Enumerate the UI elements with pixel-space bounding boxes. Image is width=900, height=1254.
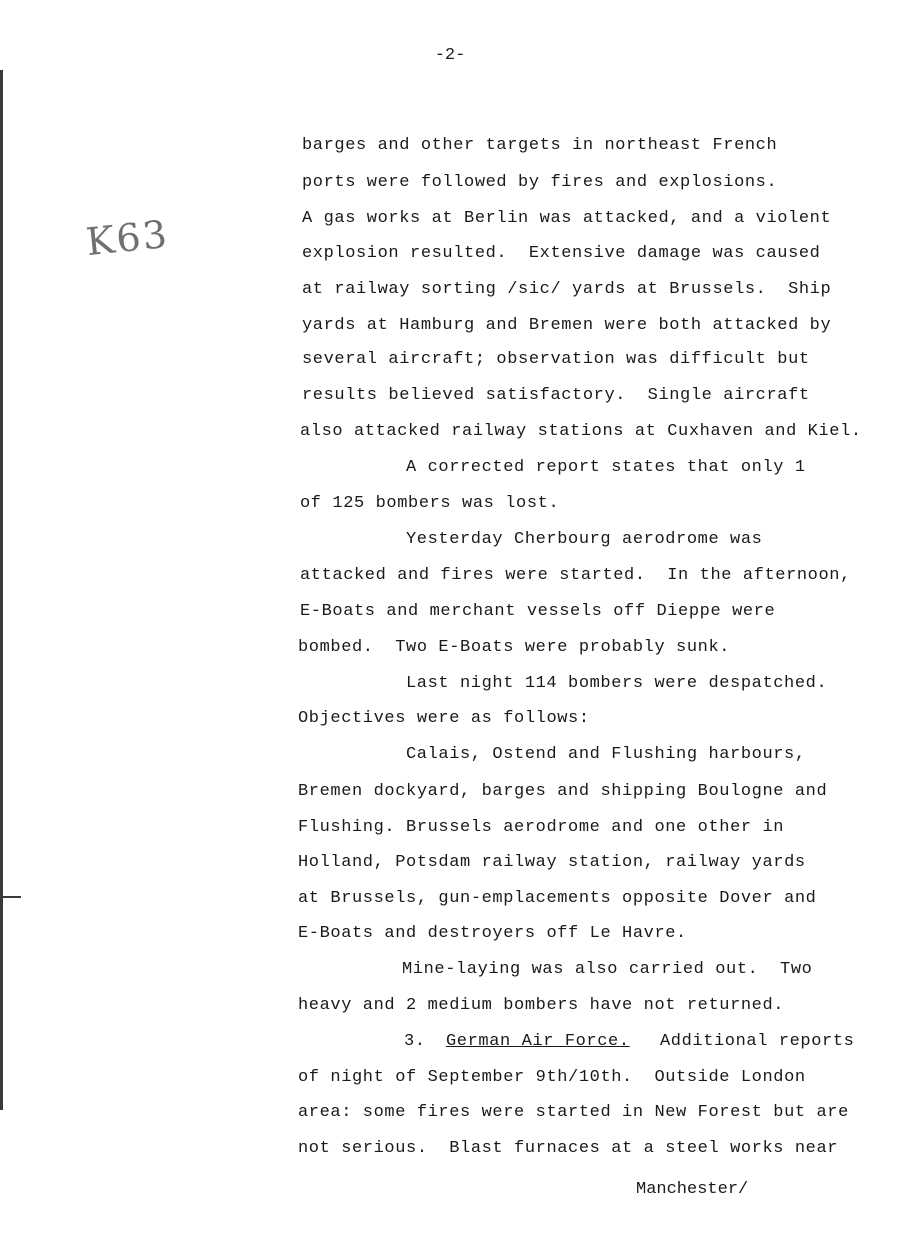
text-line: not serious. Blast furnaces at a steel works near bbox=[298, 1139, 839, 1158]
text-line: Bremen dockyard, barges and shipping Boulogne and bbox=[298, 782, 828, 801]
page-edge-tick bbox=[3, 896, 21, 898]
text-line: heavy and 2 medium bombers have not returned. bbox=[298, 996, 785, 1015]
text-line: explosion resulted. Extensive damage was caused bbox=[302, 244, 821, 263]
text-line: Mine-laying was also carried out. Two bbox=[402, 960, 813, 979]
page-number: -2- bbox=[434, 46, 466, 65]
text-line: E-Boats and destroyers off Le Havre. bbox=[298, 924, 687, 943]
text-line: Calais, Ostend and Flushing harbours, bbox=[406, 745, 806, 764]
text-line: Flushing. Brussels aerodrome and one other in bbox=[298, 818, 785, 837]
text-line: barges and other targets in northeast French bbox=[302, 136, 778, 155]
text-line: also attacked railway stations at Cuxhaven and Kiel. bbox=[300, 422, 862, 441]
text-line: E-Boats and merchant vessels off Dieppe were bbox=[300, 602, 776, 621]
text-line: Holland, Potsdam railway station, railway yards bbox=[298, 853, 806, 872]
page-edge-line bbox=[0, 70, 3, 1110]
text-line: A gas works at Berlin was attacked, and a violent bbox=[302, 209, 832, 228]
text-line: at Brussels, gun-emplacements opposite Dover and bbox=[298, 889, 817, 908]
text-line: yards at Hamburg and Bremen were both attacked by bbox=[302, 316, 832, 335]
catchword: Manchester/ bbox=[636, 1180, 749, 1199]
text-line: A corrected report states that only 1 bbox=[406, 458, 806, 477]
text-line: Additional reports bbox=[660, 1032, 855, 1051]
section-heading: German Air Force. bbox=[446, 1032, 630, 1051]
text-line: Yesterday Cherbourg aerodrome was bbox=[406, 530, 763, 549]
text-line: attacked and fires were started. In the afternoon, bbox=[300, 566, 851, 585]
section-number: 3. bbox=[404, 1032, 426, 1051]
text-line: of night of September 9th/10th. Outside London bbox=[298, 1068, 806, 1087]
text-line: Last night 114 bombers were despatched. bbox=[406, 674, 828, 693]
text-line: results believed satisfactory. Single aircraft bbox=[302, 386, 810, 405]
text-line: at railway sorting /sic/ yards at Brussels. Ship bbox=[302, 280, 832, 299]
text-line: Objectives were as follows: bbox=[298, 709, 590, 728]
text-line: of 125 bombers was lost. bbox=[300, 494, 560, 513]
text-line: area: some fires were started in New Forest but are bbox=[298, 1103, 849, 1122]
text-line: several aircraft; observation was difficult but bbox=[302, 350, 810, 369]
text-line: ports were followed by fires and explosions. bbox=[302, 173, 778, 192]
text-line: bombed. Two E-Boats were probably sunk. bbox=[298, 638, 731, 657]
handwritten-annotation: K63 bbox=[83, 211, 171, 265]
